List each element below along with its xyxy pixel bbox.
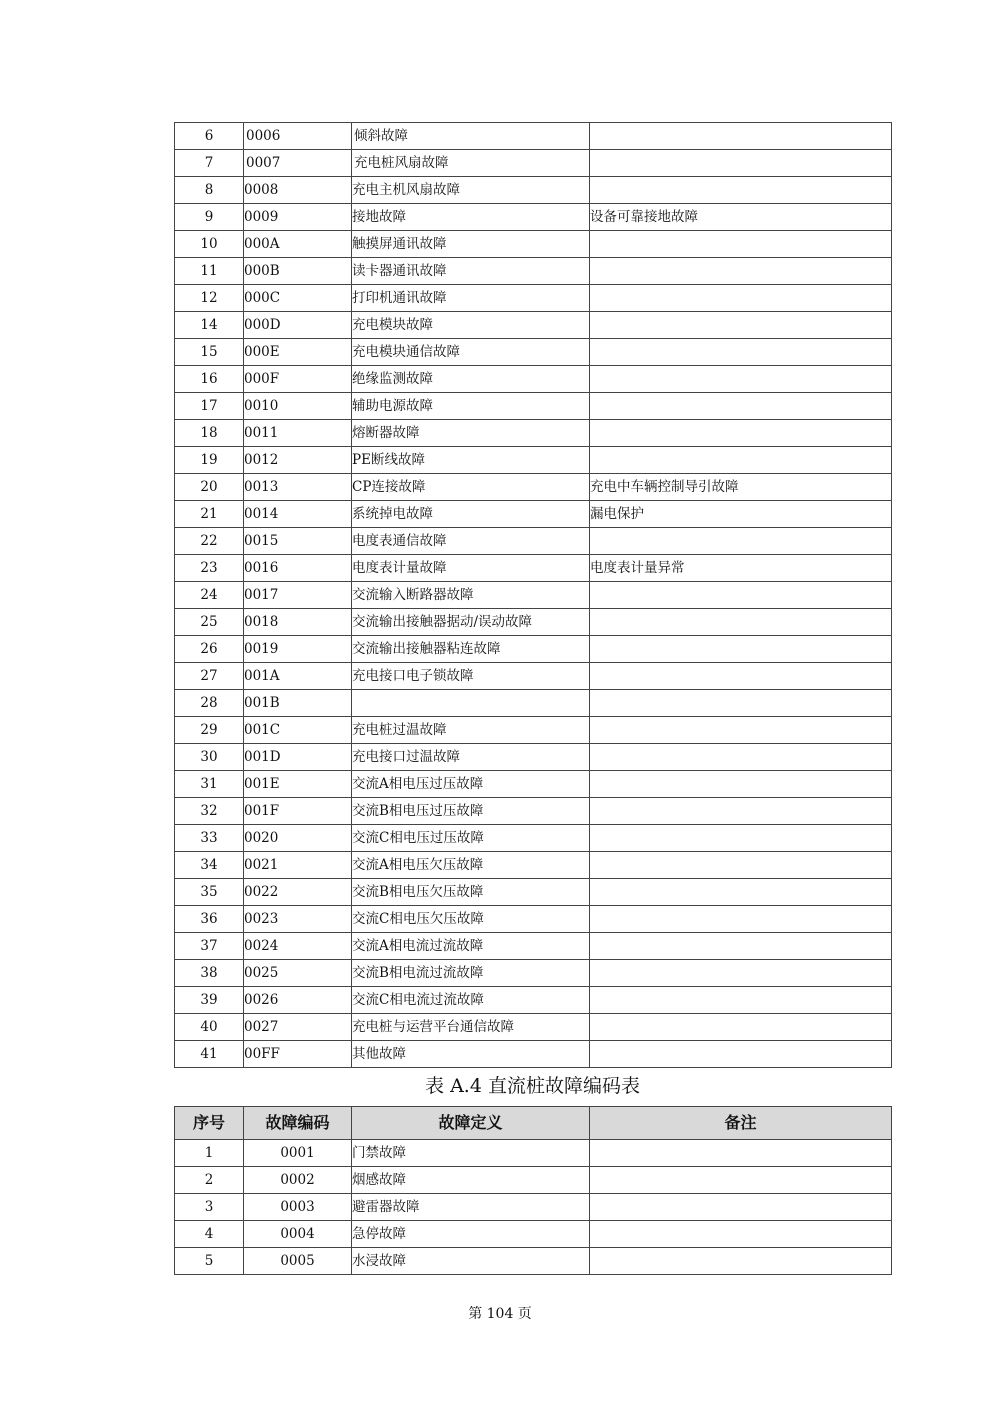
fault-note xyxy=(590,366,892,393)
fault-note xyxy=(590,1041,892,1068)
header-fault-code: 故障编码 xyxy=(244,1107,352,1140)
fault-definition: 打印机通讯故障 xyxy=(352,285,590,312)
table-row xyxy=(175,1194,892,1221)
table-row xyxy=(175,1167,892,1194)
table-row xyxy=(175,744,892,771)
row-index: 5 xyxy=(175,1248,244,1275)
row-index: 30 xyxy=(175,744,244,771)
fault-note xyxy=(590,231,892,258)
fault-definition: 接地故障 xyxy=(352,204,590,231)
row-index: 10 xyxy=(175,231,244,258)
fault-definition: 急停故障 xyxy=(352,1221,590,1248)
fault-code: 000B xyxy=(244,258,352,285)
fault-definition: 交流B相电压过压故障 xyxy=(352,798,590,825)
row-index: 24 xyxy=(175,582,244,609)
table-row xyxy=(175,555,892,582)
fault-note: 充电中车辆控制导引故障 xyxy=(590,474,892,501)
fault-code: 0019 xyxy=(244,636,352,663)
fault-definition: 交流B相电流过流故障 xyxy=(352,960,590,987)
fault-note xyxy=(590,987,892,1014)
row-index: 29 xyxy=(175,717,244,744)
table-row xyxy=(175,1140,892,1167)
table-row xyxy=(175,231,892,258)
fault-code: 0014 xyxy=(244,501,352,528)
fault-definition: 交流输出接触器据动/误动故障 xyxy=(352,609,590,636)
row-index: 36 xyxy=(175,906,244,933)
table-row xyxy=(175,393,892,420)
fault-code: 000A xyxy=(244,231,352,258)
fault-definition: 充电桩与运营平台通信故障 xyxy=(352,1014,590,1041)
fault-code: 0006 xyxy=(244,123,352,150)
header-note: 备注 xyxy=(590,1107,892,1140)
fault-note xyxy=(590,528,892,555)
row-index: 11 xyxy=(175,258,244,285)
fault-note xyxy=(590,420,892,447)
fault-definition: 交流C相电流过流故障 xyxy=(352,987,590,1014)
fault-code: 0016 xyxy=(244,555,352,582)
fault-definition: 绝缘监测故障 xyxy=(352,366,590,393)
row-index: 40 xyxy=(175,1014,244,1041)
fault-note xyxy=(590,771,892,798)
fault-code: 001D xyxy=(244,744,352,771)
fault-definition: 熔断器故障 xyxy=(352,420,590,447)
fault-code: 0020 xyxy=(244,825,352,852)
table-row xyxy=(175,150,892,177)
fault-code: 0009 xyxy=(244,204,352,231)
table-header xyxy=(175,1107,892,1140)
table-row xyxy=(175,636,892,663)
row-index: 12 xyxy=(175,285,244,312)
fault-code: 001C xyxy=(244,717,352,744)
fault-note xyxy=(590,852,892,879)
table-row xyxy=(175,312,892,339)
fault-code: 0027 xyxy=(244,1014,352,1041)
row-index: 22 xyxy=(175,528,244,555)
fault-note: 漏电保护 xyxy=(590,501,892,528)
fault-code: 0004 xyxy=(244,1221,352,1248)
table-row xyxy=(175,285,892,312)
fault-definition xyxy=(352,690,590,717)
row-index: 18 xyxy=(175,420,244,447)
fault-code: 0021 xyxy=(244,852,352,879)
fault-definition: 避雷器故障 xyxy=(352,1194,590,1221)
row-index: 38 xyxy=(175,960,244,987)
fault-code: 000E xyxy=(244,339,352,366)
table-row xyxy=(175,258,892,285)
row-index: 9 xyxy=(175,204,244,231)
fault-code: 000D xyxy=(244,312,352,339)
fault-code: 0017 xyxy=(244,582,352,609)
fault-definition: 交流输入断路器故障 xyxy=(352,582,590,609)
fault-definition: 交流C相电压欠压故障 xyxy=(352,906,590,933)
row-index: 34 xyxy=(175,852,244,879)
fault-note xyxy=(590,690,892,717)
table-row xyxy=(175,339,892,366)
fault-definition: 电度表通信故障 xyxy=(352,528,590,555)
fault-note: 设备可靠接地故障 xyxy=(590,204,892,231)
fault-note xyxy=(590,582,892,609)
table-row xyxy=(175,663,892,690)
fault-note xyxy=(590,1167,892,1194)
fault-code: 0024 xyxy=(244,933,352,960)
fault-note xyxy=(590,1140,892,1167)
row-index: 15 xyxy=(175,339,244,366)
fault-code: 0018 xyxy=(244,609,352,636)
fault-definition: 辅助电源故障 xyxy=(352,393,590,420)
row-index: 1 xyxy=(175,1140,244,1167)
row-index: 16 xyxy=(175,366,244,393)
row-index: 14 xyxy=(175,312,244,339)
fault-code: 0022 xyxy=(244,879,352,906)
header-row xyxy=(175,1107,892,1140)
row-index: 32 xyxy=(175,798,244,825)
table-row xyxy=(175,447,892,474)
row-index: 4 xyxy=(175,1221,244,1248)
table-row xyxy=(175,1221,892,1248)
fault-code: 001F xyxy=(244,798,352,825)
row-index: 17 xyxy=(175,393,244,420)
fault-note xyxy=(590,609,892,636)
fault-code: 0010 xyxy=(244,393,352,420)
table-row xyxy=(175,528,892,555)
table-row xyxy=(175,501,892,528)
fault-code-table-body xyxy=(175,1140,892,1275)
table-row xyxy=(175,474,892,501)
fault-code: 001B xyxy=(244,690,352,717)
table-row xyxy=(175,366,892,393)
fault-definition: 充电接口电子锁故障 xyxy=(352,663,590,690)
fault-definition: 充电桩过温故障 xyxy=(352,717,590,744)
fault-definition: 交流A相电压欠压故障 xyxy=(352,852,590,879)
table-row xyxy=(175,204,892,231)
dc-charger-fault-code-table xyxy=(174,1106,892,1275)
fault-code: 0026 xyxy=(244,987,352,1014)
table-row xyxy=(175,879,892,906)
row-index: 26 xyxy=(175,636,244,663)
row-index: 41 xyxy=(175,1041,244,1068)
row-index: 31 xyxy=(175,771,244,798)
table-caption: 表 A.4 直流桩故障编码表 xyxy=(425,1075,640,1097)
fault-code: 000F xyxy=(244,366,352,393)
table-row xyxy=(175,420,892,447)
fault-definition: 交流B相电压欠压故障 xyxy=(352,879,590,906)
table-row xyxy=(175,933,892,960)
table-row xyxy=(175,609,892,636)
fault-note xyxy=(590,798,892,825)
fault-note xyxy=(590,960,892,987)
fault-note xyxy=(590,1014,892,1041)
fault-note: 电度表计量异常 xyxy=(590,555,892,582)
fault-definition: 充电桩风扇故障 xyxy=(352,150,590,177)
fault-code: 0025 xyxy=(244,960,352,987)
fault-code: 0011 xyxy=(244,420,352,447)
row-index: 6 xyxy=(175,123,244,150)
row-index: 23 xyxy=(175,555,244,582)
fault-note xyxy=(590,1194,892,1221)
row-index: 8 xyxy=(175,177,244,204)
table-row xyxy=(175,582,892,609)
row-index: 7 xyxy=(175,150,244,177)
fault-note xyxy=(590,1248,892,1275)
fault-definition: 倾斜故障 xyxy=(352,123,590,150)
fault-code: 000C xyxy=(244,285,352,312)
row-index: 25 xyxy=(175,609,244,636)
fault-definition: PE断线故障 xyxy=(352,447,590,474)
fault-definition: 系统掉电故障 xyxy=(352,501,590,528)
fault-note xyxy=(590,825,892,852)
fault-definition: 门禁故障 xyxy=(352,1140,590,1167)
fault-definition: 交流输出接触器粘连故障 xyxy=(352,636,590,663)
fault-definition: 充电模块故障 xyxy=(352,312,590,339)
fault-definition: 其他故障 xyxy=(352,1041,590,1068)
row-index: 27 xyxy=(175,663,244,690)
fault-code: 00FF xyxy=(244,1041,352,1068)
fault-note xyxy=(590,717,892,744)
fault-definition: CP连接故障 xyxy=(352,474,590,501)
table-row xyxy=(175,1041,892,1068)
fault-note xyxy=(590,339,892,366)
row-index: 39 xyxy=(175,987,244,1014)
fault-code-table-body xyxy=(175,123,892,1068)
fault-note xyxy=(590,447,892,474)
fault-definition: 烟感故障 xyxy=(352,1167,590,1194)
table-row xyxy=(175,852,892,879)
fault-code: 0005 xyxy=(244,1248,352,1275)
table-row xyxy=(175,960,892,987)
fault-note xyxy=(590,663,892,690)
fault-definition: 交流C相电压过压故障 xyxy=(352,825,590,852)
table-row xyxy=(175,717,892,744)
fault-note xyxy=(590,285,892,312)
table-row xyxy=(175,798,892,825)
fault-code: 0023 xyxy=(244,906,352,933)
fault-definition: 触摸屏通讯故障 xyxy=(352,231,590,258)
table-row xyxy=(175,906,892,933)
fault-note xyxy=(590,393,892,420)
fault-definition: 交流A相电压过压故障 xyxy=(352,771,590,798)
row-index: 19 xyxy=(175,447,244,474)
row-index: 21 xyxy=(175,501,244,528)
fault-code: 001A xyxy=(244,663,352,690)
fault-code: 0008 xyxy=(244,177,352,204)
row-index: 3 xyxy=(175,1194,244,1221)
fault-code: 001E xyxy=(244,771,352,798)
table-row xyxy=(175,987,892,1014)
table-row xyxy=(175,1248,892,1275)
fault-definition: 充电接口过温故障 xyxy=(352,744,590,771)
table-row xyxy=(175,1014,892,1041)
fault-definition: 电度表计量故障 xyxy=(352,555,590,582)
fault-note xyxy=(590,177,892,204)
fault-code: 0003 xyxy=(244,1194,352,1221)
fault-code: 0012 xyxy=(244,447,352,474)
fault-note xyxy=(590,933,892,960)
fault-code: 0001 xyxy=(244,1140,352,1167)
fault-code: 0002 xyxy=(244,1167,352,1194)
fault-note xyxy=(590,906,892,933)
table-row xyxy=(175,123,892,150)
row-index: 33 xyxy=(175,825,244,852)
table-row xyxy=(175,771,892,798)
fault-note xyxy=(590,123,892,150)
fault-definition: 充电模块通信故障 xyxy=(352,339,590,366)
fault-code: 0015 xyxy=(244,528,352,555)
row-index: 20 xyxy=(175,474,244,501)
page-number: 第 104 页 xyxy=(468,1306,532,1322)
table-row xyxy=(175,690,892,717)
row-index: 28 xyxy=(175,690,244,717)
fault-note xyxy=(590,879,892,906)
table-row xyxy=(175,825,892,852)
fault-note xyxy=(590,744,892,771)
fault-note xyxy=(590,312,892,339)
fault-definition: 水浸故障 xyxy=(352,1248,590,1275)
fault-code-table-continued xyxy=(174,122,892,1068)
fault-definition: 读卡器通讯故障 xyxy=(352,258,590,285)
fault-note xyxy=(590,150,892,177)
row-index: 35 xyxy=(175,879,244,906)
row-index: 2 xyxy=(175,1167,244,1194)
row-index: 37 xyxy=(175,933,244,960)
fault-note xyxy=(590,1221,892,1248)
fault-note xyxy=(590,258,892,285)
fault-note xyxy=(590,636,892,663)
fault-definition: 交流A相电流过流故障 xyxy=(352,933,590,960)
header-fault-definition: 故障定义 xyxy=(352,1107,590,1140)
table-row xyxy=(175,177,892,204)
header-index: 序号 xyxy=(175,1107,244,1140)
fault-code: 0013 xyxy=(244,474,352,501)
fault-code: 0007 xyxy=(244,150,352,177)
fault-definition: 充电主机风扇故障 xyxy=(352,177,590,204)
